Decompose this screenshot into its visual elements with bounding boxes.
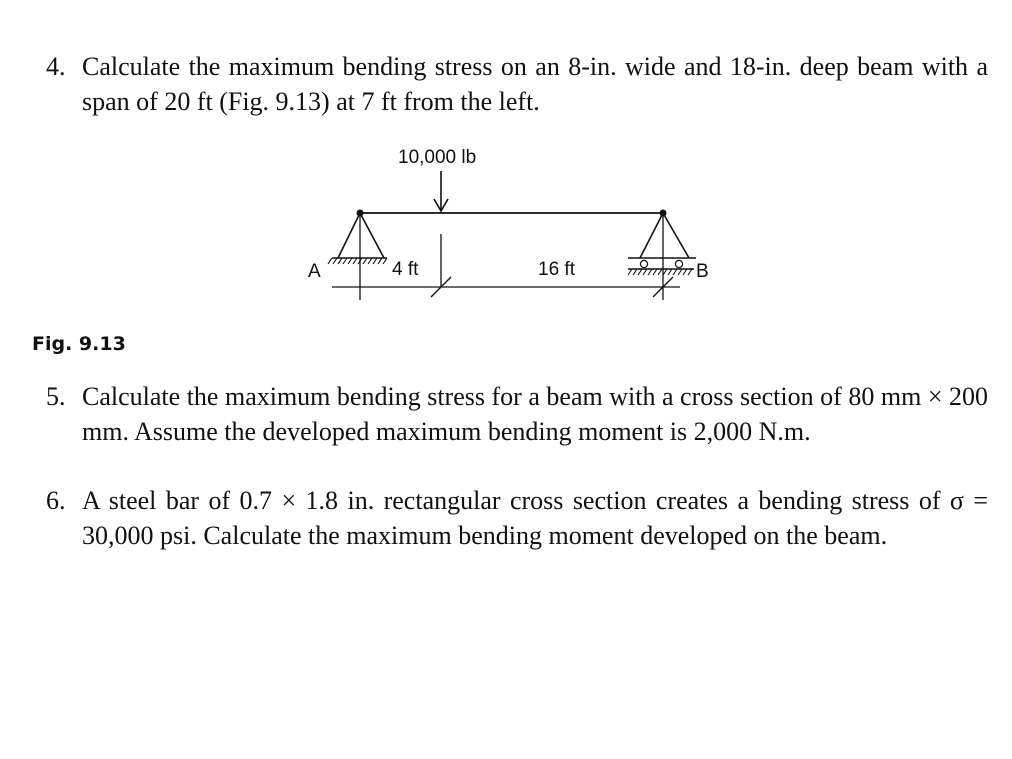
problem-number: 6. xyxy=(46,486,66,515)
dimension-left-label: 4 ft xyxy=(392,259,419,280)
problem-5 xyxy=(46,379,988,449)
problem-4 xyxy=(46,49,988,119)
beam-diagram-svg xyxy=(300,140,720,310)
problem-text: A steel bar of 0.7 × 1.8 in. rectangular cross section creates a bending stress of σ = 30,000 psi. Calculate the maximum bending moment developed on the beam. xyxy=(82,486,988,550)
problem-6 xyxy=(46,483,988,553)
dimension-right-label: 16 ft xyxy=(538,259,575,280)
beam-diagram xyxy=(300,140,720,315)
load-label: 10,000 lb xyxy=(398,147,477,168)
problem-text: Calculate the maximum bending stress on an 8-in. wide and 18-in. deep beam with a span of 20 ft (Fig. 9.13) at 7 ft from the left. xyxy=(82,52,988,116)
problem-number: 5. xyxy=(46,382,66,411)
figure-caption: Fig. 9.13 xyxy=(32,333,126,355)
dimension-line xyxy=(332,234,680,297)
load-arrow-icon xyxy=(434,171,448,211)
problem-text: Calculate the maximum bending stress for a beam with a cross section of 80 mm × 200 mm. Assume the developed maximum bending moment is 2,000 N.m. xyxy=(82,382,988,446)
problem-number: 4. xyxy=(46,52,66,81)
support-b-label: B xyxy=(696,261,709,282)
support-a-label: A xyxy=(308,261,321,282)
